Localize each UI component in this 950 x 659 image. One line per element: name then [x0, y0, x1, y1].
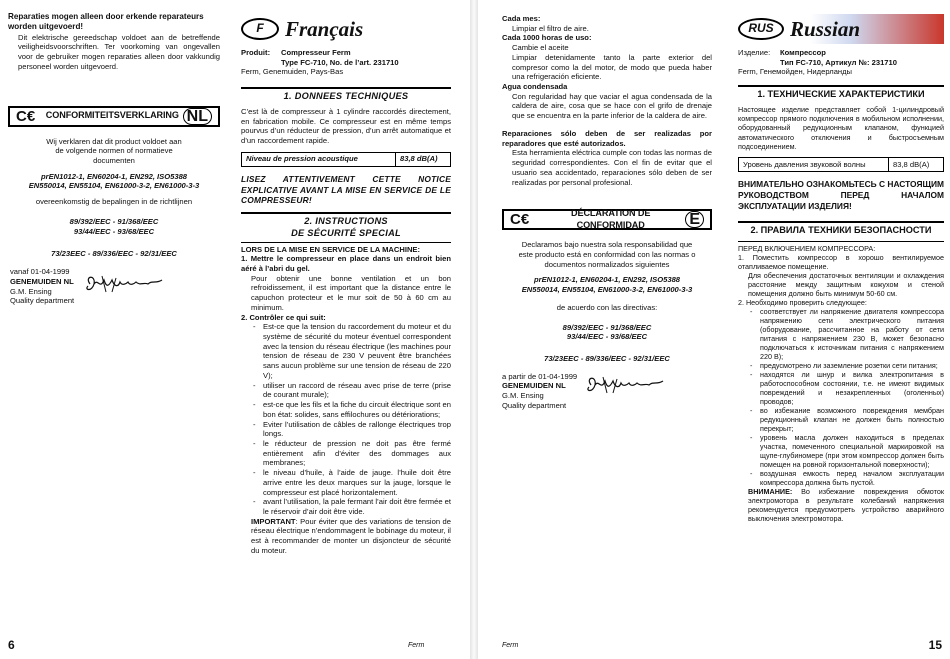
directives-line-3: 73/23EEC - 89/336/EEC - 92/31/EEC: [51, 249, 177, 259]
product-label-ru: Изделие:: [738, 48, 771, 57]
manufacturer-ru: Ferm, Генемойден, Нидерланды: [738, 67, 853, 77]
conformity-box: [8, 106, 220, 127]
attention-text-ru: Во избежание повреждения обмоток электромотора в результате колебаний напряжения рекомендуется предусмотреть устройство аварийного выключения электромотора.: [748, 487, 944, 524]
conformity-title: CONFORMITEITSVERKLARING: [45, 110, 179, 121]
hours-heading: Cada 1000 horas de uso:: [502, 33, 592, 43]
norms-line-1-es: prEN1012-1, EN60204-1, EN292, ISO5388: [533, 275, 681, 285]
product-type-ru: Тип FC-710, Артикул №: 231710: [780, 57, 897, 67]
language-badge-ru: RUS: [738, 18, 784, 40]
signature-image: [583, 373, 665, 397]
signature-image: [82, 272, 164, 296]
ce-mark-icon: C€: [16, 107, 36, 125]
technical-text-ru: Настоящее изделие представляет собой 1-цилиндровый компрессор прямого подключения в мобильном исполнении, оборудованный редукционным клапаном, функцией автоматического отключения и быстросъемным подсоединением.: [738, 104, 944, 151]
check-item: - le réducteur de pression ne doit pas être fermé entièrement afin d’éviter des dommages aux membranes;: [241, 439, 451, 468]
language-title-ru: Russian: [790, 16, 861, 41]
directives-intro: overeenkomstig de bepalingen in de richtlijnen: [35, 197, 193, 207]
step-1-heading: 1. Mettre le compresseur en place dans un endroit bien aéré à l’abri du gel.: [241, 254, 451, 274]
left-page: [0, 0, 470, 659]
product-info-ru: [738, 48, 944, 67]
conformity-title-es: DÉCLARATION DE CONFORMIDAD: [571, 208, 651, 230]
check-item: - utiliser un raccord de réseau avec prise de terre (prise de courant murale);: [241, 381, 451, 400]
water-text: Con regularidad hay que vaciar el agua condensada de la caldera de aire, cosa que se hace con el grifo de drenaje que se encuentra en la parte inferior de la caldera de aire.: [512, 91, 712, 121]
step-1-text-ru: Для обеспечения достаточных вентиляции и охлаждения расстояние между защитным кожухом и стеной помещения должно быть минимум 50-60 см.: [748, 271, 944, 299]
check-item-ru: - находятся ли шнур и вилка электропитания в работоспособном состоянии, т.е. не имеют видимых повреждений и незакрепленных (оголенных) проводов;: [738, 370, 944, 406]
check-item-ru: - во избежание возможного повреждения мембран редукционный клапан не должен быть полностью перекрыт;: [738, 406, 944, 433]
country-code: NL: [183, 108, 212, 125]
check-item-ru: - уровень масла должен находиться в пределах участка, помеченного специальной маркировкой на щупе-глубиномере (при этом компрессор должен быть помещен на ровной горизонтальной поверхности);: [738, 433, 944, 469]
directives-line-1: 89/392/EEC - 91/368/EEC: [69, 216, 159, 226]
language-header-ru: [738, 14, 944, 44]
section-safety-ru: 2. ПРАВИЛА ТЕХНИКИ БЕЗОПАСНОСТИ: [738, 221, 944, 237]
repair-heading: Reparaties mogen alleen door erkende reparateurs worden uitgevoerd!: [8, 12, 204, 32]
important-note: [241, 517, 451, 556]
noise-level-row: [241, 152, 451, 167]
manufacturer: Ferm, Genemuiden, Pays-Bas: [241, 67, 344, 77]
read-manual-warning-ru: ВНИМАТЕЛЬНО ОЗНАКОМЬТЕСЬ С НАСТОЯЩИМ РУКОВОДСТВОМ ПЕРЕД НАЧАЛОМ ЭКСПЛУАТАЦИИ ИЗДЕЛИЯ!: [738, 179, 944, 211]
important-label: IMPORTANT: [251, 516, 296, 526]
monthly-text: Limpiar el filtro de aire.: [512, 23, 589, 33]
check-item-ru: - воздушная емкость перед началом эксплуатации компрессора должна быть пустой.: [738, 469, 944, 487]
company-location-es: GENEMUIDEN NL: [502, 381, 566, 391]
important-text: : Pour éviter que des variations de tension de réseau électrique n’endommagent le bobinage du moteur, il est à recommander de monter un disjoncteur de sécurité du moteur.: [251, 516, 451, 555]
hours-item: Limpiar detenidamente tanto la parte exterior del compresor como la del motor, de modo que pueda haber una refrigeración eficiente.: [512, 52, 712, 82]
check-item: - le niveau d’huile, à l’aide de jauge. l’huile doit être arrive entre les deux marques sur la jauge, lorsque le compresseur est placé horizontalement.: [241, 468, 451, 497]
hours-item: Cambie el aceite: [512, 43, 569, 53]
language-title: Français: [285, 16, 364, 41]
safety-title-line-1: 2. INSTRUCTIONS: [304, 216, 388, 227]
directives-line-3-es: 73/23EEC - 89/336/EEC - 92/31/EEC: [544, 353, 670, 363]
norms-line-2-es: EN550014, EN55104, EN61000-3-2, EN61000-3-3: [521, 285, 693, 295]
read-manual-warning: LISEZ ATTENTIVEMENT CETTE NOTICE EXPLICATIVE AVANT LA MISE EN SERVICE DE LE COMPRESSEUR!: [241, 173, 451, 206]
country-code-es: E: [685, 211, 704, 228]
check-item-ru: - предусмотрено ли заземление розетки сети питания;: [738, 361, 944, 370]
product-name-ru: Компрессор: [780, 48, 826, 57]
product-type: Type FC-710, No. de l’art. 231710: [281, 57, 399, 67]
footer-brand-left: Ferm: [408, 642, 425, 650]
footer-brand-right: Ferm: [502, 642, 519, 650]
french-column: [241, 14, 451, 556]
noise-label-ru: Уровень давления звуковой волны: [743, 159, 866, 169]
before-heading-ru: ПЕРЕД ВКЛЮЧЕНИЕМ КОМПРЕССОРА:: [738, 244, 876, 254]
directives-line-1-es: 89/392/EEC - 91/368/EEC: [562, 322, 652, 332]
norms-line-2: EN550014, EN55104, EN61000-3-2, EN61000-3-3: [28, 181, 200, 191]
language-badge: F: [241, 18, 279, 40]
monthly-heading: Cada mes:: [502, 14, 541, 23]
product-info: [241, 48, 451, 67]
dutch-column: [8, 12, 220, 306]
repair-text-es: Esta herramienta eléctrica cumple con todas las normas de seguridad correspondientes. Con el fin de evitar que el usuario sea accidentado, reparaciones sólo deben de ser realizadas por personal profesional.: [512, 148, 712, 187]
right-page: [478, 0, 950, 659]
signer-name: G.M. Ensing: [10, 286, 52, 296]
directives-line-2: 93/44/EEC - 93/68/EEC: [73, 226, 155, 236]
check-item-ru: - соответствует ли напряжение двигателя компрессора напряжению сети электрического питания (оборудование, рассчитанное на работу от сети питания с напряжением 230 В, может безопасно подключаться к источникам питания с напряжением 220 В);: [738, 307, 944, 361]
water-heading: Agua condensada: [502, 82, 568, 92]
technical-text: C’est là de compresseur à 1 cylindre raccordés directement, en fabrication mobile. Ce compresseur est en même temps pourvus d’un réducteur de pression, d’un arrêt automatique et d’un raccordement rapide.: [241, 106, 451, 146]
startup-heading: LORS DE LA MISE EN SERVICE DE LA MACHINE:: [241, 244, 421, 254]
step-1-ru: 1. Поместить компрессор в хорошо вентилируемое отапливаемое помещение.: [738, 253, 944, 272]
noise-value-ru: 83,8 dB(A): [888, 158, 943, 171]
check-item: - avant l’utilisation, la pale fermant l’air doit être fermée et le réservoir d’air doit être vide.: [241, 497, 451, 516]
check-item: - est-ce que les fils et la fiche du circuit électrique sont en bon état: solides, sans effilochures ou détériorations;: [241, 400, 451, 419]
spanish-column: [502, 14, 712, 411]
company-location: GENEMUIDEN NL: [10, 276, 74, 286]
page-number-left: 6: [8, 637, 15, 652]
declaration-text: Wij verklaren dat dit product voldoet aan de volgende normen of normatieve documenten: [46, 136, 182, 166]
valid-from-date-es: a partir de 01-04-1999: [502, 371, 578, 381]
repair-text: Dit elektrische gereedschap voldoet aan de betreffende veiligheidsvoorschriften. Ter voorkoming van ongevallen voor de gebruiker mogen reparaties alleen door vakkundig personeel worden uitgevoerd.: [18, 32, 220, 71]
norms-line-1: prEN1012-1, EN60204-1, EN292, ISO5388: [40, 171, 188, 181]
department-es: Quality department: [502, 400, 567, 410]
noise-label: Niveau de pression acoustique: [246, 154, 358, 164]
russian-column: [738, 14, 944, 523]
step-2-ru: 2. Необходимо проверить следующее:: [738, 298, 867, 308]
language-header: [241, 14, 451, 44]
check-item: - Est-ce que la tension du raccordement du moteur et du système de sécurité du moteur éventuel correspondent avec la tension du réseau électrique (les machines pour tension de réseau de 230 V peuvent être branchées sans aucun problème sur une tension de réseau de 220 V);: [241, 322, 451, 380]
department: Quality department: [10, 296, 75, 306]
conformity-box-es: [502, 209, 712, 230]
step-2-heading: 2. Contrôler ce qui suit:: [241, 312, 326, 322]
repair-heading-es: Reparaciones sólo deben de ser realizadas por reparadores que esté autorizados.: [502, 128, 712, 148]
product-name: Compresseur Ferm: [281, 48, 351, 57]
book-spine: [470, 0, 478, 659]
directives-intro-es: de acuerdo con las directivas:: [556, 302, 658, 312]
signer-name-es: G.M. Ensing: [502, 391, 544, 401]
section-technical-data: 1. DONNEES TECHNIQUES: [241, 87, 451, 103]
safety-title-line-2: DE SÉCURITÉ SPECIAL: [291, 227, 401, 238]
ce-mark-icon: C€: [510, 211, 530, 229]
directives-line-2-es: 93/44/EEC - 93/68/EEC: [566, 332, 648, 342]
attention-note-ru: [738, 487, 944, 523]
check-item: - Eviter l’utilisation de câbles de rallonge électriques trop longs.: [241, 420, 451, 439]
declaration-text-es: Declaramos bajo nuestra sola responsabilidad que este producto está en conformidad con las normas o documentos normalizados siguientes: [518, 240, 696, 269]
product-label: Produit:: [241, 48, 271, 57]
section-safety: [241, 212, 451, 240]
section-technical-ru: 1. ТЕХНИЧЕСКИЕ ХАРАКТЕРИСТИКИ: [738, 85, 944, 101]
attention-label-ru: ВНИМАНИЕ:: [748, 487, 793, 497]
step-1-text: Pour obtenir une bonne ventilation et un bon refroidissement, il est important que la distance entre le capuchon protecteur et le mur soit de 50 à 60 cm au minimum.: [251, 273, 451, 312]
valid-from-date: vanaf 01-04-1999: [10, 267, 70, 277]
noise-value: 83,8 dB(A): [395, 153, 450, 166]
noise-level-row-ru: [738, 157, 944, 172]
page-number-right: 15: [928, 637, 942, 652]
